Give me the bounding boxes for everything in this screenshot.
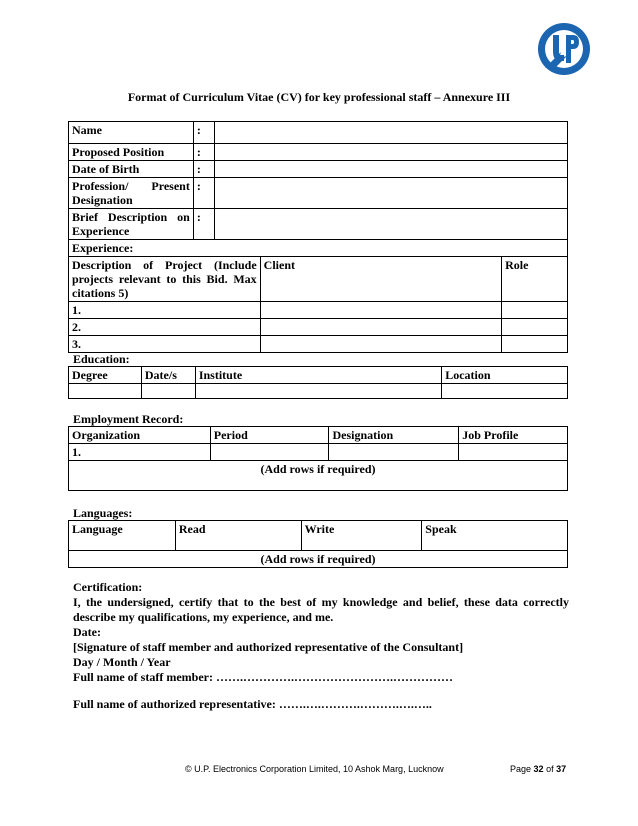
experience-row-number: 3.: [69, 336, 261, 353]
employment-row-number: 1.: [69, 444, 211, 461]
authorized-representative-name-line[interactable]: Full name of authorized representative: …….….……….……….….…..: [73, 697, 432, 711]
location-cell[interactable]: [442, 384, 568, 399]
certification-heading: Certification:: [73, 580, 143, 594]
languages-table: [68, 520, 568, 568]
employment-table: [68, 426, 568, 491]
degree-cell[interactable]: [69, 384, 142, 399]
name-label: Name: [69, 122, 194, 144]
role-cell[interactable]: [502, 319, 568, 336]
proposed-position-value-cell[interactable]: [214, 144, 567, 161]
dates-cell[interactable]: [141, 384, 195, 399]
profession-designation-label: Profession/ Present Designation: [69, 178, 194, 209]
profile-experience-table: [68, 121, 568, 353]
role-cell[interactable]: [502, 336, 568, 353]
write-header: Write: [301, 521, 422, 551]
table-row: [69, 521, 568, 551]
designation-cell[interactable]: [329, 444, 459, 461]
page-number: [510, 764, 566, 774]
table-row: [69, 257, 568, 302]
job-profile-header: Job Profile: [459, 427, 568, 444]
job-profile-cell[interactable]: [459, 444, 568, 461]
brief-description-label: Brief Description on Experience: [69, 209, 194, 240]
languages-label: Languages:: [73, 506, 133, 520]
language-header: Language: [69, 521, 176, 551]
colon: :: [193, 122, 214, 144]
document-title: Format of Curriculum Vitae (CV) for key professional staff – Annexure III: [127, 90, 511, 104]
client-cell[interactable]: [260, 302, 501, 319]
add-rows-note: (Add rows if required): [69, 461, 568, 491]
date-label: Date:: [73, 625, 101, 639]
add-rows-note: (Add rows if required): [69, 551, 568, 568]
table-row: [69, 240, 568, 257]
colon: :: [193, 144, 214, 161]
table-row: [69, 461, 568, 491]
education-table: [68, 366, 568, 399]
table-row: [69, 161, 568, 178]
organization-header: Organization: [69, 427, 211, 444]
table-row: [69, 551, 568, 568]
experience-label: Experience:: [69, 240, 568, 257]
table-row: [69, 178, 568, 209]
employment-record-label: Employment Record:: [73, 412, 184, 426]
table-row: [69, 209, 568, 240]
institute-cell[interactable]: [195, 384, 441, 399]
brief-description-value-cell[interactable]: [214, 209, 567, 240]
profession-designation-value-cell[interactable]: [214, 178, 567, 209]
name-value-cell[interactable]: [214, 122, 567, 144]
footer-copyright: © U.P. Electronics Corporation Limited, 10 Ashok Marg, Lucknow: [185, 764, 444, 774]
staff-member-name-line[interactable]: Full name of staff member: …….………….…………………….……………: [73, 670, 453, 684]
day-month-year: Day / Month / Year: [73, 655, 171, 669]
experience-row-number: 2.: [69, 319, 261, 336]
table-row: [69, 122, 568, 144]
current-page: 32: [533, 764, 544, 774]
table-row: [69, 427, 568, 444]
experience-row-number: 1.: [69, 302, 261, 319]
designation-header: Designation: [329, 427, 459, 444]
proposed-position-label: Proposed Position: [69, 144, 194, 161]
period-header: Period: [210, 427, 329, 444]
table-row: [69, 319, 568, 336]
up-electronics-logo-icon: [537, 22, 591, 76]
certification-block: [73, 580, 569, 712]
table-row: [69, 302, 568, 319]
signature-line: [Signature of staff member and authorized representative of the Consultant]: [73, 640, 464, 654]
degree-header: Degree: [69, 367, 142, 384]
certification-statement: I, the undersigned, certify that to the best of my knowledge and belief, these data correctly describe my qualifications, my experience, and me.: [73, 595, 569, 624]
table-row: [69, 444, 568, 461]
education-label: Education:: [73, 352, 130, 366]
institute-header: Institute: [195, 367, 441, 384]
client-header: Client: [260, 257, 501, 302]
colon: :: [193, 209, 214, 240]
role-header: Role: [502, 257, 568, 302]
total-pages: 37: [556, 764, 567, 774]
role-cell[interactable]: [502, 302, 568, 319]
location-header: Location: [442, 367, 568, 384]
table-row: [69, 144, 568, 161]
colon: :: [193, 178, 214, 209]
client-cell[interactable]: [260, 336, 501, 353]
dates-header: Date/s: [141, 367, 195, 384]
project-description-header: Description of Project (Include projects relevant to this Bid. Max citations 5): [69, 257, 261, 302]
period-cell[interactable]: [210, 444, 329, 461]
table-row: [69, 336, 568, 353]
page-prefix: Page: [510, 764, 532, 774]
colon: :: [193, 161, 214, 178]
date-of-birth-label: Date of Birth: [69, 161, 194, 178]
table-row: [69, 384, 568, 399]
table-row: [69, 367, 568, 384]
speak-header: Speak: [422, 521, 568, 551]
read-header: Read: [175, 521, 301, 551]
client-cell[interactable]: [260, 319, 501, 336]
page-of: of: [546, 764, 554, 774]
date-of-birth-value-cell[interactable]: [214, 161, 567, 178]
